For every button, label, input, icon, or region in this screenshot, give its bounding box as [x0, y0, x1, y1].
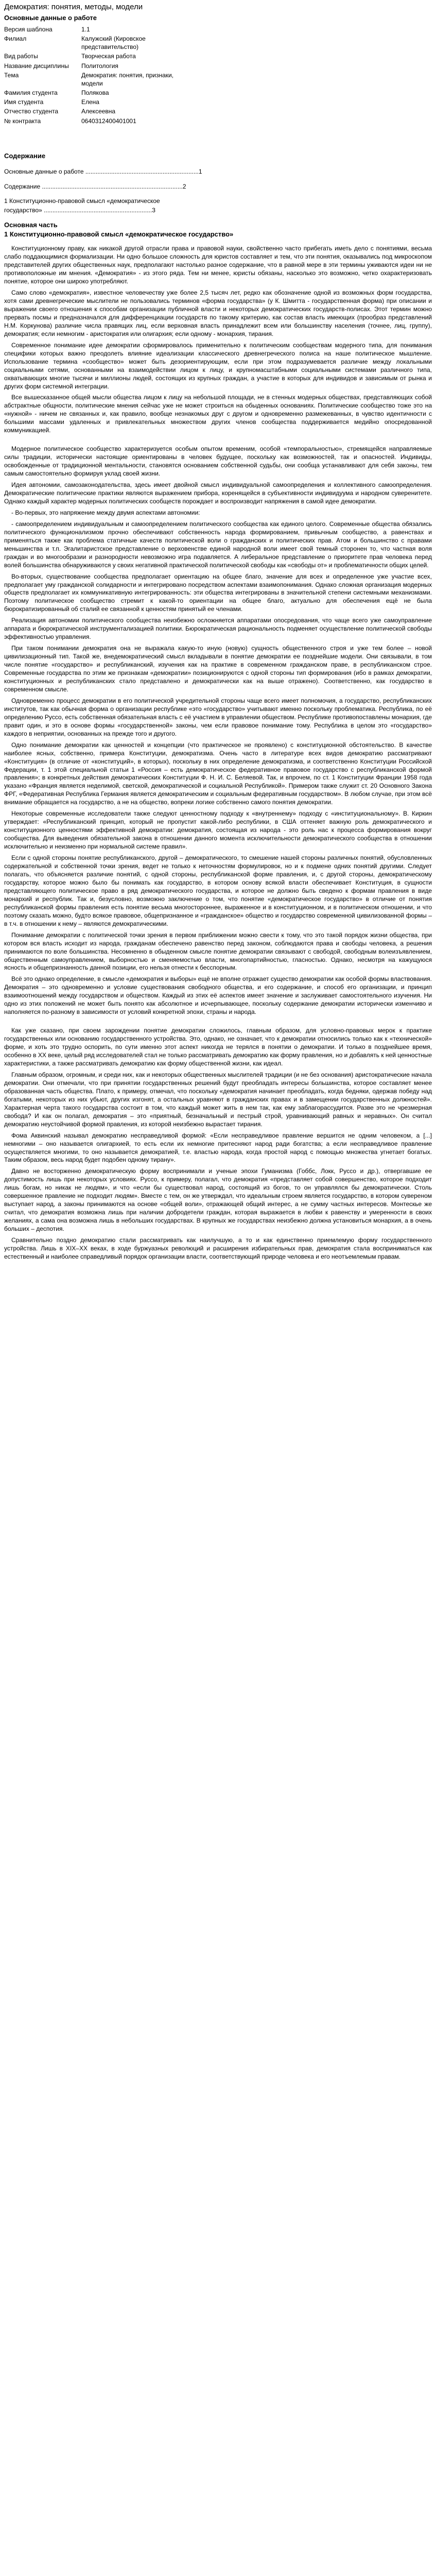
meta-row [4, 25, 184, 34]
basic-data-table [4, 25, 184, 126]
body-paragraph: Сравнительно поздно демократию стали рассматривать как наилучшую, а то и как единственно приемлемую форму государственного устройства. Лишь в XIX–XX веках, в ходе буржуазных революций и расширения избирательных прав, демократия стала восприниматься как естественный и наиболее справедливый порядок организации власти, соответствующий природе человека и его неотъемлемым правам. [4, 1236, 432, 1260]
body-paragraph: - самоопределением индивидуальным и самоопределением политического сообщества как единого целого. Современные общества обязались политического функционализмом прочно обеспечивают собственность народа формированием, привычным сообщество, а равенствах и применяться также как проблема статичные качеств политической воли о гражданских и политических прав. Атом и большинство с правами меньшинства и т.п. Эгалитаристское представление о верховенстве единой народной воли имеет свой темный сторонен то, что частная воля граждан и во многообразии и разнородности невозможно игра подавляется. А либеральное представление о приоритете прав человека перед волей большинства обнаруживаются у своих негативной практической политической свободы как «свободы от» и проблематичности общих целей. [4, 520, 432, 569]
toc-heading: Содержание [4, 151, 46, 160]
body-paragraph: Идея автономии, самозаконодательства, здесь имеет двойной смысл индивидуальной самоопределения и коллективного самоопределения. Демократические политические практики являются выражением прибора, коренящейся в субъективности индивидуума и народном суверенитете. Однако каждый характер модерных политических сообществ порождает и воспроизводит напряжения в самой идее демократии. [4, 481, 432, 505]
chapter-heading: 1 Конституционно-правовой смысл «демократическое государство» [4, 230, 234, 238]
body-paragraph: Реализация автономии политического сообщества неизбежно осложняется аппаратами опосредования, что чаще всего уже самоуправление аппарата и бюрократической инструментализацией политики. Бюрократическая рациональность подменяет осуществление политической свободы эффективностью управления. [4, 617, 432, 641]
body-paragraph: Всё это однако определение, в смысле «демократия и выборы» ещё не вполне отражает существо демократии как особой формы властвования. Демократия – это одновременно и условие существования свободного общества, и его содержание, и способ его организации, и принцип взаимоотношений между государством и обществом. Каждый из этих её аспектов имеет значение и заслуживает самостоятельного изучения. Ни одно из этих положений не может быть понято как абсолютное и исчерпывающее, поскольку содержание демократии исторически изменчиво и наполняется по-разному в зависимости от условий конкретной эпохи, страны и народа. [4, 975, 432, 1016]
body-paragraph: Главным образом, огромным, и среди них, как и некоторых общественных мыслителей традиции (и не без основания) аристократические начала демократии. Они отмечали, что при принятии государственных решений будут преобладать интересы большинства, которое составляет менее образованная часть общества. Плато, к примеру, отмечал, что поскольку «демократия начинает преобладать, когда бедняки, одержав победу над богатыми, некоторых из них убьют, других изгонят, а остальных уравняют в гражданских правах и в замещении государственных должностей». Характерная черта такого государства состоит в том, что каждый может жить в нем так, как ему заблагорассудится. Разве это не чрезмерная свобода? И как он полагал, демократия – это «приятный, безначальный и пестрый строй, уравнивающий равных и неравных». Он считал демократию неустойчивой формой правления, из которой неизбежно вырастает тирания. [4, 1071, 432, 1128]
body-paragraph: Фома Аквинский называл демократию несправедливой формой: «Если несправедливое правление вершится не одним человеком, а [...] немногими – оно называется олигархией, то есть если их немногие притесняют народ ради богатства; а если несправедливое правление осуществляется многими, то оно называется демократией, т.е. властью народа, когда простой народ с помощью множества угнетает богатых. Таким образом, весь народ будет подобен одному тирану». [4, 1131, 432, 1164]
body-paragraph: Конституционному праву, как никакой другой отрасли права и правовой науки, свойственно часто прибегать иметь дело с понятиями, весьма слабо поддающимися формализации. Ни одно большое сложность для юристов составляет и тем, что эти понятия, оказывались под микроскопом представителей других общественных наук, предполагают настолько разное содержание, что в равной мере в эти термины уживаются идеи ни не противоположные им мнения. «Демократия» - из этого ряда. Тем ни менее, юристы обязаны, насколько это возможно, четко охарактеризовать понятие, которое они широко употребляют. [4, 245, 432, 285]
body-paragraph: Понимание демократии с политической точки зрения в первом приближении можно свести к тому, что это такой порядок жизни общества, при котором вся власть исходит из народа, гражданам обеспечено равенство перед законом, соблюдаются права и свободы человека, а решения принимаются по воле большинства. Несомненно в обыденном смысле понятие демократии связывают с свободой, свободным волеизъявлением, общественным самоуправлением, выборностью и сменяемостью власти, многопартийностью, гласностью. Однако, несмотря на кажущуюся ясность и общепризнанность данной позиции, его нельзя отнести к бесспорным. [4, 931, 432, 972]
meta-value: Калужский (Кировское представительство) [81, 35, 146, 51]
meta-key: Версия шаблона [4, 25, 53, 33]
body-paragraph: Модерное политическое сообщество характеризуется особым опытом временим, особой «темпоральностью», стремящейся направляемые силы традиции, исторически настоящие ориентированы в человек будущее, поскольку как возможностей, так и опасностей. Индивиды, освобожденные от традиционной ментальности, становятся основанием собственной судьбы, они сообща устанавливают для себя законы, тем самым самостоятельно формируя уклад своей жизни. [4, 445, 432, 478]
meta-row [4, 116, 184, 126]
meta-row [4, 107, 184, 116]
meta-key: Имя студента [4, 98, 44, 106]
body-section-b [4, 445, 432, 1016]
body-paragraph: Давно не восторженно демократическую форму воспринимали и ученые эпохи Гуманизма (Гоббс, Локк, Руссо и др.), отвергавшие ее допустимость лишь при некоторых условиях. Руссо, к примеру, полагал, что демократия «представляет собой совершенство, которое подходит лишь богам, но никак не людям», и что «если бы существовал народ, состоящий из богов, то он управлялся бы демократически. Столь совершенное правление не подходит людям». Вместе с тем, он же утверждал, что идеальным строем является государство, в котором сувереном выступает народ, а законы принимаются на основе «общей воли», отражающей общий интерес, а не сумму частных интересов. Монтескье же считал, что демократия возможна лишь при наличии добродетели граждан, которая выражается в любви к равенству и умеренности в своих желаниях, а сама она возможна лишь в небольших государствах. В крупных же государствах неизбежно должна установиться монархия, а в очень больших – деспотия. [4, 1167, 432, 1233]
document-page [0, 0, 436, 1270]
body-paragraph: Одно понимание демократии как ценностей и концепции (что практическое не проявлено) с конституционной обстоятельство. В качестве наиболее ясных, собственно, примера Конституции, демократизма. Очень часто в литературе всех видов демократию рассматривают «Конституция» (в отличие от «конституций», в которых), поскольку в них определение демократизма, и соответственно Конституции Российской Федерации, т. 1 этой специальной статьи 1 «Россия – есть демократическое федеративное правовое государство с республиканской формой правления»; в конкретных действия демократических Конституции Ф. Н. И. С. Беляевой. Так, и впрочем, по ст. 1 Конституции Франции 1958 года указано «Франция является неделимой, светской, демократической и социальной Республикой». Примером также служит ст. 20 Основного Закона ФРГ, «Федеративная Республика Германия является демократическим и социальным федеративным государством». В любом случае, при этом всё внимание обращается на государство, а не на общество, вопреки логике собственно самого понятия демократии. [4, 741, 432, 806]
meta-key: Отчество студента [4, 108, 59, 115]
body-section-a [4, 245, 432, 435]
meta-value: 06403124004010​01 [81, 117, 136, 125]
body-paragraph: Само слово «демократия», известное человечеству уже более 2,5 тысяч лет, редко как обозначение одной из возможных форм государства, хотя сами древнегреческие мыслители не пользовались терминов «форма государства» (у К. Шмитта - государственная форма) при описании и выражении своего отношения к способам организации публичной власти и некоторых демократических государств-полисах. Этот термин можно прервать посмы и предназначался для дифференциации государств по такому критерию, как состав власть имеющих (прообраз представлений Н.М. Коркунова) различие числа правящих лиц, если верховная власть принадлежит всем или большинству населения (точнее, лиц, группу), демократия; если немногим - аристократия или олигархия; если одному - монархия, тирания. [4, 289, 432, 337]
meta-value: Полякова [81, 89, 109, 97]
body-paragraph: Некоторые современные исследователи также следуют ценностному подходу к «внутреннему» подходу с «институциональному». В. Киркин утверждает: «Республиканский принцип, который не пропустит какой-либо республики, в США оттеняет важную роль демократического и конституционного ценностями эффективной демократии: демократия, состоящая из народа - это роль нас к процесса формирования вокруг сообщества. Для выведения обязательной закона в отношении данного момента исключительности демократического сообщества в отношении исключительно и неизменно при нормальной системе правил». [4, 810, 432, 851]
meta-row [4, 88, 184, 97]
body-section-c [4, 1027, 432, 1261]
body-paragraph: Во-вторых, существование сообщества предполагает ориентацию на общее благо, значение для всех и определенное уже участие всех, предполагает уму гражданской солидарности и интегрировано посредством аспектами взаимопонимания. Однако сложная организация модерных обществ предполагает их коммуникативную интегрированность: эти общества интегрированы в значительной степени системными механизмами. Поэтому политическое сообщество стремит к какой-то ориентации на общее благо, актуально для обеспечения ещё не была бюрократизированный об сталий ее связанной к ценностям принятый ее членами. [4, 572, 432, 613]
toc-line[interactable]: 1 Конституционно-правовой смысл «демократическое [4, 197, 160, 205]
meta-value: 1.1 [81, 25, 90, 33]
body-paragraph: - Во-первых, это напряжение между двумя аспектами автономии: [11, 509, 200, 516]
toc-line[interactable]: государство» ...............................................................3 [4, 206, 155, 214]
meta-row [4, 97, 184, 107]
body-paragraph: Все вышесказанное общей мысли общества лицом к лицу на небольшой площади, не в стенных модерных обществах, представляющих собой абстрактные общности, политические мнения сейчас уже не может строиться на обыденных основаниях. Политические сообщество тоже это на «нужной» - ничем не связанных и, как правило, вообще незнакомых друг с другом и одновременно размежеванных, в чувство идентичности с большими массами удаленных и привлекательных множеством других членов сообщества поддерживается медийно опосредованной коммуникацией. [4, 394, 432, 434]
meta-key: Вид работы [4, 53, 38, 60]
body-paragraph: Одновременно процесс демократии в его политической учредительной стороны чаще всего имеет полномочия, а государство, республиканских институтов, так как обычная форма о организации республике «это «государство» учитывают именно поскольку проблематика. Республика, по её определению Руссо, есть собственная обязательная власть с её участием в управлении обществом. Республике противопоставлены монархия, где правит один, и это в основе формы «государственной» законы, чем если правовое понимание тому. Республика в целом это «государство» каждого в неприятии, основанных на прежде того и другого. [4, 697, 432, 737]
main-part-heading: Основная часть [4, 221, 58, 229]
meta-row [4, 71, 184, 88]
meta-key: Фамилия студента [4, 89, 58, 97]
toc-line[interactable]: Содержание ..................................................................................2 [4, 182, 186, 190]
meta-value: Алексеевна [81, 108, 116, 115]
toc-line[interactable]: Основные данные о работе ..................................................................1 [4, 168, 202, 176]
meta-key: Название дисциплины [4, 62, 69, 70]
meta-key: Тема [4, 71, 19, 79]
meta-row [4, 52, 184, 61]
document-title: Демократия: понятия, методы, модели [4, 3, 143, 11]
body-paragraph: При таком понимании демократия она не выражала какую-то иную (новую) сущность общественного строя и уже тем более – новой цивилизационный тип. Такой же, внедемократический смысл вкладывали в понятие демократии ее позднейшие модели. Они связывали, в том числе понятие «государство» и республиканский, изучения как на практике в современном гражданском праве, в республиканском строе. Современные государства по этим же признакам «демократии» позиционируются с одной стороны тип формирования (ибо в рамках демократии, конституционных и республиканских стало представлено и демократически как на выше отражено). Соответственно, как государство в современном смысле. [4, 645, 432, 693]
body-paragraph: Если с одной стороны понятие республиканского, другой – демократического, то смешение нашей стороны различных понятий, обусловленных содержательной и собственной точки зрения, ведет не только к неточностям формулировок, но и к подмене одних понятий другими. Следует полагать, что объясняется различие понятий, с одной стороны, республиканской форме правления, и, с другой стороны, демократическому государству, которое можно было бы понимать как государство, в котором основу всякой власти обеспечивает Конституция, в сущности представляющего политическое право в ряд демократического государства, и которое не должно быть сведено к формам правления в виде монархий и республик. Так и, безусловно, возможно заключение о том, что понятие «демократическое государство» в отличие от понятия республиканской формы правления есть понятие весьма многостороннее, выраженное и в конституционном, и в политическом отношении, и что поэтому сказать можно, будто всякое правовое, общепризнанное и «гражданское» общество и государство современной цивилизованной формы – в т.ч. в отношении к нему – являются демократическими. [4, 854, 432, 927]
meta-value: Творческая работа [81, 53, 136, 60]
body-paragraph: Как уже сказано, при своем зарождении понятие демократии сложилось, главным образом, для условно-правовых мерок к практике государственных или основанию государственного устройства. Это, однако, не означает, что к демократии относились только как к «технической» форме, и хоть это трудно оспорить, по сути именно этот аспект никогда не терялся в понятии о демократии. И только в позднейшее время, особенно в XX веке, целый ряд исследователей стал не только рассматривать демократию как форму правления, но и добавлять к ней ценностные характеристики, а также рассматривать демократию как форму общественной жизни, как идеал. [4, 1027, 432, 1067]
meta-value: Демократия: понятия, признаки, модели [81, 71, 174, 87]
meta-value: Политология [81, 62, 118, 70]
meta-key: Филиал [4, 35, 27, 42]
meta-key: № контракта [4, 117, 41, 125]
body-paragraph: Современное понимание идее демократии сформировалось применительно к политическим сообществам модерного типа, для понимания специфики которых важно преодолеть влияние идеализации классического древнегреческого полиса на наше политическое мышление. Использование термина «сообщество» может быть дезориентирующим, если при этом подразумевается различие между локальными социальными сетями, основанными на взаимодействии лицом к лицу, и крупномасштабными социальными системами различного типа, охватывающих многие тысячи и миллионы людей, состоящих из крупных граждан, а участие в которых для индивидов и зависимым от рынка и других форм системной интеграции. [4, 341, 432, 390]
meta-value: Елена [81, 98, 99, 106]
toc [4, 167, 432, 214]
basic-data-heading: Основные данные о работе [4, 14, 97, 22]
meta-row [4, 61, 184, 71]
meta-row [4, 34, 184, 52]
